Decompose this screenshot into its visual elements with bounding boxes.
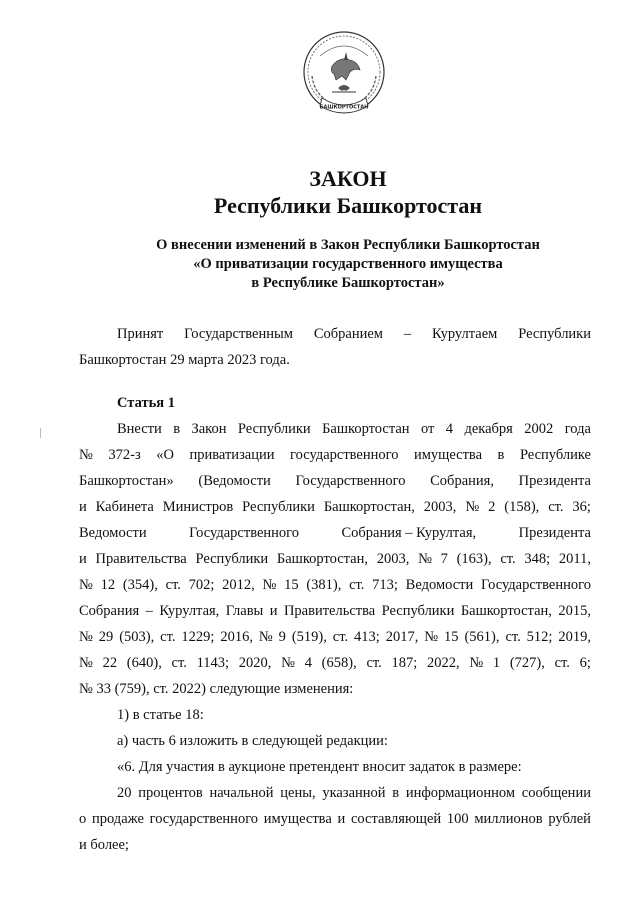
- word: ст.: [548, 499, 564, 515]
- word: ст.: [500, 551, 516, 567]
- word: 4: [445, 421, 454, 437]
- word: приватизации: [189, 447, 275, 463]
- word: имущества: [263, 811, 332, 827]
- para20-line-2: [79, 806, 591, 832]
- word: Государственного: [481, 577, 591, 593]
- word: ст.: [505, 629, 521, 645]
- word: информационном: [405, 785, 516, 801]
- scan-margin-mark: [40, 428, 41, 438]
- adoption-line-1: [79, 321, 591, 347]
- coat-of-arms-emblem: [302, 26, 386, 126]
- article-line-10: [79, 650, 591, 676]
- word: (503),: [119, 629, 155, 645]
- word: начальной: [209, 785, 274, 801]
- word: государственного: [290, 447, 399, 463]
- word: 187;: [391, 655, 418, 671]
- word: 2: [488, 499, 496, 515]
- word: Президента: [518, 473, 591, 489]
- word: в: [173, 421, 181, 437]
- word: 372-з: [108, 447, 141, 463]
- word: 36;: [572, 499, 591, 515]
- word: 6;: [579, 655, 591, 671]
- word: –: [403, 326, 412, 342]
- word: рублей: [548, 811, 591, 827]
- word: (727),: [509, 655, 545, 671]
- article-line-4: [79, 494, 591, 520]
- law-title: ЗАКОН: [309, 166, 387, 191]
- word: Республики: [518, 326, 591, 342]
- word: Правительства: [95, 551, 187, 567]
- word: (640),: [126, 655, 162, 671]
- word: (658),: [321, 655, 357, 671]
- word: ст.: [366, 655, 382, 671]
- word: №: [418, 551, 432, 567]
- adoption-line-2: Башкортостан 29 марта 2023 года.: [79, 352, 290, 368]
- word: Ведомости: [79, 525, 147, 541]
- word: 512;: [526, 629, 553, 645]
- word: Башкортостан,: [276, 551, 368, 567]
- word: 100: [446, 811, 469, 827]
- word: №: [424, 629, 439, 645]
- word: 2020,: [238, 655, 272, 671]
- word: 1143;: [196, 655, 230, 671]
- word: Курултая,: [159, 603, 220, 619]
- word: 29: [98, 629, 114, 645]
- word: и: [79, 499, 87, 515]
- article-body: [79, 416, 591, 858]
- word: Внести: [117, 421, 162, 437]
- subject-line-2: «О приватизации государственного имущества: [193, 256, 503, 272]
- word: 9: [278, 629, 286, 645]
- word: о: [79, 811, 87, 827]
- word: ст.: [332, 629, 349, 645]
- word: Президента: [518, 525, 591, 541]
- word: Собрания – Курултая,: [341, 525, 477, 541]
- article-line-5: [79, 520, 591, 546]
- article-line-6: [79, 546, 591, 572]
- word: (158),: [504, 499, 540, 515]
- word: 2016,: [220, 629, 253, 645]
- word: Республики: [195, 551, 269, 567]
- word: процентов: [138, 785, 203, 801]
- word: и: [269, 603, 278, 619]
- word: 2002: [524, 421, 554, 437]
- article-line-11: № 33 (759), ст. 2022) следующие изменения:: [79, 681, 354, 697]
- word: и: [79, 551, 87, 567]
- word: 22: [102, 655, 118, 671]
- word: декабря: [464, 421, 513, 437]
- word: от: [420, 421, 435, 437]
- word: 15: [284, 577, 299, 593]
- word: и: [337, 811, 346, 827]
- article-heading-text: Статья 1: [117, 395, 175, 411]
- word: Башкортостан,: [323, 499, 415, 515]
- word: №: [79, 655, 93, 671]
- word: 2003,: [423, 499, 457, 515]
- word: миллионов: [474, 811, 543, 827]
- word: имущества: [414, 447, 483, 463]
- word: Республике: [519, 447, 591, 463]
- word: 7: [440, 551, 448, 567]
- law-subject: [28, 236, 640, 293]
- word: Закон: [191, 421, 227, 437]
- subject-line-3: в Республике Башкортостан»: [251, 275, 445, 291]
- word: №: [262, 577, 277, 593]
- word: сообщении: [521, 785, 591, 801]
- word: 2012,: [222, 577, 255, 593]
- word: Башкортостан: [322, 421, 410, 437]
- word: Собранием: [313, 326, 383, 342]
- word: ст.: [554, 655, 570, 671]
- adoption-paragraph: [79, 321, 591, 373]
- word: Государственного: [295, 473, 406, 489]
- word: Башкортостан»: [79, 473, 174, 489]
- word: 413;: [354, 629, 380, 645]
- word: 2019,: [558, 629, 591, 645]
- word: 1: [492, 655, 501, 671]
- article-line-2: [79, 442, 591, 468]
- word: №: [281, 655, 295, 671]
- word: 2011,: [558, 551, 591, 567]
- para20-line-3: и более;: [79, 837, 129, 853]
- word: Курултаем: [432, 326, 498, 342]
- word: в: [392, 785, 400, 801]
- word: Республики: [242, 499, 315, 515]
- word: 2015,: [558, 603, 591, 619]
- word: Республики: [381, 603, 455, 619]
- word: Республики: [237, 421, 311, 437]
- word: ст.: [171, 655, 187, 671]
- word: 12: [100, 577, 116, 593]
- word: в: [497, 447, 505, 463]
- word: ст.: [165, 577, 181, 593]
- article-line-8: [79, 598, 591, 624]
- word: (519),: [291, 629, 327, 645]
- quote-start: «6. Для участия в аукционе претендент вносит задаток в размере:: [117, 759, 522, 775]
- word: №: [79, 629, 93, 645]
- word: (381),: [306, 577, 342, 593]
- word: Принят: [117, 326, 164, 342]
- word: 713;: [372, 577, 398, 593]
- word: 1229;: [181, 629, 215, 645]
- word: года: [564, 421, 591, 437]
- article-line-1: [79, 416, 591, 442]
- article-line-9: [79, 624, 591, 650]
- word: Ведомости: [405, 577, 474, 593]
- word: цены,: [280, 785, 316, 801]
- word: «О: [156, 447, 174, 463]
- emblem-ribbon-text: БАШКОРТОСТАН: [319, 104, 369, 111]
- issuer-title: Республики Башкортостан: [213, 193, 483, 218]
- word: 15: [444, 629, 459, 645]
- word: продаже: [91, 811, 144, 827]
- word: №: [258, 629, 273, 645]
- word: –: [145, 603, 153, 619]
- word: указанной: [322, 785, 386, 801]
- word: 2003,: [376, 551, 410, 567]
- word: №: [79, 447, 93, 463]
- word: ст.: [349, 577, 365, 593]
- subject-line-1: О внесении изменений в Закон Республики Башкортостан: [156, 237, 540, 253]
- word: Кабинета: [95, 499, 154, 515]
- word: №: [465, 499, 480, 515]
- word: 2022,: [426, 655, 460, 671]
- word: Башкортостан,: [460, 603, 552, 619]
- word: (163),: [456, 551, 492, 567]
- word: Собрания: [79, 603, 140, 619]
- word: составляющей: [350, 811, 442, 827]
- item-1: 1) в статье 18:: [117, 707, 204, 723]
- word: №: [79, 577, 93, 593]
- word: Правительства: [283, 603, 376, 619]
- word: (Ведомости: [198, 473, 271, 489]
- word: 702;: [188, 577, 215, 593]
- word: 2017,: [385, 629, 419, 645]
- word: 4: [304, 655, 312, 671]
- word: Государственным: [184, 326, 293, 342]
- word: ст.: [160, 629, 176, 645]
- word: Министров: [162, 499, 234, 515]
- item-a: а) часть 6 изложить в следующей редакции:: [117, 733, 388, 749]
- word: Главы: [225, 603, 264, 619]
- word: 20: [117, 785, 132, 801]
- word: (354),: [122, 577, 158, 593]
- word: (561),: [464, 629, 500, 645]
- word: №: [469, 655, 484, 671]
- article-heading: [79, 390, 591, 416]
- para20-line-1: [79, 780, 591, 806]
- word: государственного: [149, 811, 259, 827]
- word: 348;: [524, 551, 551, 567]
- article-line-3: [79, 468, 591, 494]
- word: Собрания,: [430, 473, 494, 489]
- word: Государственного: [189, 525, 300, 541]
- article-line-7: [79, 572, 591, 598]
